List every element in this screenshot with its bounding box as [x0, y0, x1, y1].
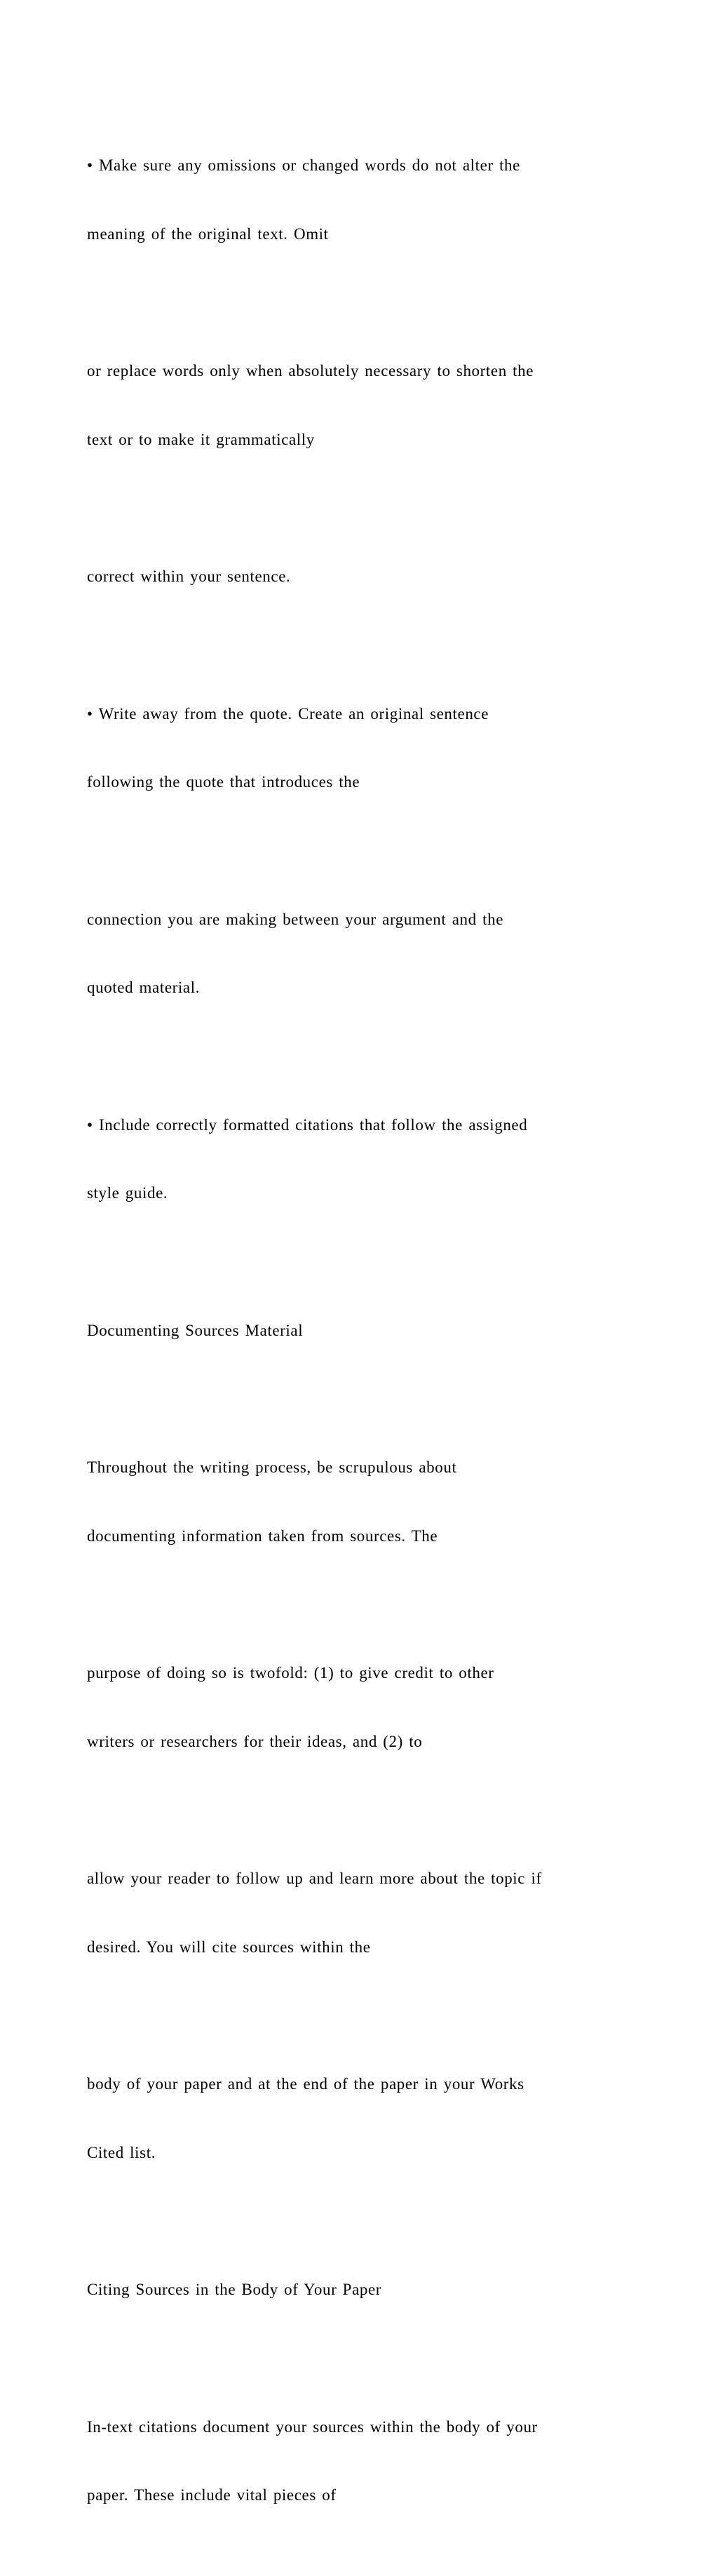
text-line: paper. These include vital pieces of [87, 2486, 337, 2504]
document-body [87, 109, 634, 2576]
text-line: In-text citations document your sources within the body of your [87, 2417, 538, 2436]
text-line: text or to make it grammatically [87, 430, 315, 448]
text-line: desired. You will cite sources within the [87, 1938, 371, 1956]
text-line: correct within your sentence. [87, 568, 291, 585]
text-line: writers or researchers for their ideas, and (2) to [87, 1732, 423, 1750]
text-line: quoted material. [87, 979, 201, 996]
paragraph-correct-sentence [87, 520, 634, 634]
text-line: following the quote that introduces the [87, 773, 360, 791]
text-line: style guide. [87, 1184, 168, 1202]
heading-citing-sources [87, 2233, 634, 2347]
paragraph-allow-reader [87, 1822, 634, 2004]
text-line: purpose of doing so is twofold: (1) to give credit to other [87, 1664, 494, 1682]
paragraph-omissions [87, 109, 634, 291]
text-line: • Make sure any omissions or changed words do not alter the [87, 156, 520, 174]
text-line: Citing Sources in the Body of Your Paper [87, 2281, 382, 2298]
text-line: documenting information taken from sources. The [87, 1527, 438, 1545]
text-line: body of your paper and at the end of the paper in your Works [87, 2075, 524, 2093]
paragraph-purpose [87, 1616, 634, 1799]
text-line: Cited list. [87, 2143, 156, 2161]
text-line: connection you are making between your argument and the [87, 910, 504, 928]
paragraph-connection [87, 863, 634, 1045]
paragraph-write-away [87, 657, 634, 840]
paragraph-replace-words [87, 314, 634, 497]
text-line: Throughout the writing process, be scrupulous about [87, 1458, 457, 1476]
paragraph-in-text-citations [87, 2370, 634, 2553]
text-line: • Include correctly formatted citations that follow the assigned [87, 1115, 528, 1134]
text-line: • Write away from the quote. Create an original sentence [87, 704, 489, 723]
text-line: allow your reader to follow up and learn more about the topic if [87, 1870, 542, 1887]
text-line: Documenting Sources Material [87, 1321, 304, 1339]
paragraph-body-of-paper [87, 2027, 634, 2210]
heading-documenting-sources [87, 1274, 634, 1388]
text-line: or replace words only when absolutely necessary to shorten the [87, 362, 534, 380]
paragraph-throughout [87, 1411, 634, 1593]
text-line: meaning of the original text. Omit [87, 224, 329, 243]
paragraph-citations [87, 1068, 634, 1251]
